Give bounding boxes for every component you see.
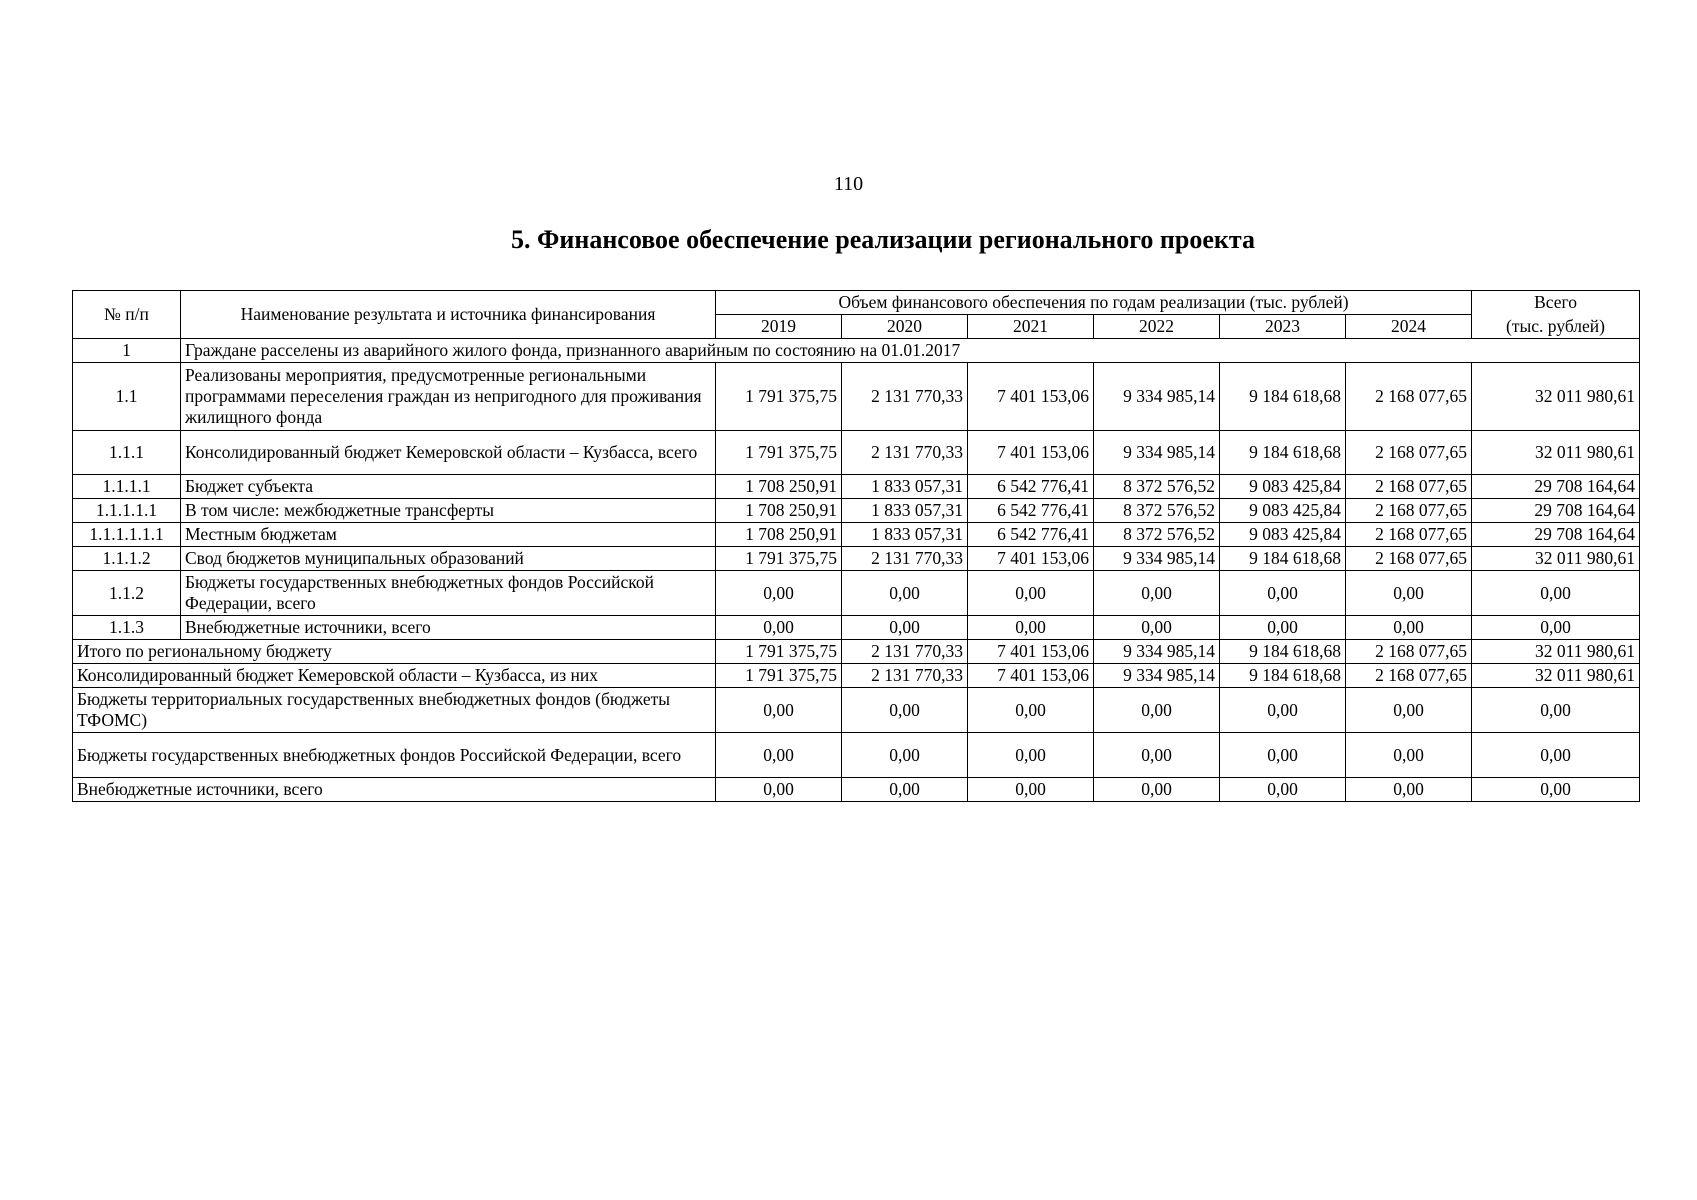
table-row bbox=[73, 431, 1640, 475]
row-code: 1 bbox=[73, 339, 181, 363]
summary-value: 0,00 bbox=[1346, 778, 1472, 802]
summary-value: 0,00 bbox=[842, 778, 968, 802]
row-code: 1.1.1.1 bbox=[73, 475, 181, 499]
row-value: 9 334 985,14 bbox=[1094, 547, 1220, 571]
summary-value: 0,00 bbox=[1094, 778, 1220, 802]
summary-value: 0,00 bbox=[1346, 688, 1472, 733]
table-row bbox=[73, 475, 1640, 499]
header-total-line2: (тыс. рублей) bbox=[1472, 315, 1640, 339]
row-value: 1 708 250,91 bbox=[716, 499, 842, 523]
summary-value: 0,00 bbox=[1346, 733, 1472, 778]
row-code: 1.1.2 bbox=[73, 571, 181, 616]
row-value: 1 791 375,75 bbox=[716, 363, 842, 431]
summary-value: 0,00 bbox=[1220, 733, 1346, 778]
row-value: 0,00 bbox=[1094, 616, 1220, 640]
row-name: Реализованы мероприятия, предусмотренные региональными программами переселения граждан из непригодного для проживания жилищного фонда bbox=[181, 363, 716, 431]
table-row bbox=[73, 547, 1640, 571]
summary-value: 7 401 153,06 bbox=[968, 640, 1094, 664]
summary-name: Консолидированный бюджет Кемеровской области – Кузбасса, из них bbox=[73, 664, 716, 688]
row-value: 7 401 153,06 bbox=[968, 431, 1094, 475]
row-value: 9 184 618,68 bbox=[1220, 431, 1346, 475]
header-year: 2020 bbox=[842, 315, 968, 339]
row-value: 8 372 576,52 bbox=[1094, 523, 1220, 547]
row-value: 0,00 bbox=[968, 571, 1094, 616]
row-value: 2 168 077,65 bbox=[1346, 499, 1472, 523]
page-number: 110 bbox=[833, 173, 864, 195]
summary-value: 7 401 153,06 bbox=[968, 664, 1094, 688]
summary-value: 0,00 bbox=[716, 778, 842, 802]
row-total: 0,00 bbox=[1472, 616, 1640, 640]
row-value: 0,00 bbox=[968, 616, 1094, 640]
summary-value: 0,00 bbox=[968, 733, 1094, 778]
row-value: 1 833 057,31 bbox=[842, 523, 968, 547]
header-year: 2021 bbox=[968, 315, 1094, 339]
row-value: 1 791 375,75 bbox=[716, 547, 842, 571]
header-volume-group: Объем финансового обеспечения по годам реализации (тыс. рублей) bbox=[716, 291, 1472, 315]
summary-value: 2 131 770,33 bbox=[842, 640, 968, 664]
row-value: 2 131 770,33 bbox=[842, 431, 968, 475]
row-value: 2 168 077,65 bbox=[1346, 363, 1472, 431]
row-total: 29 708 164,64 bbox=[1472, 499, 1640, 523]
summary-total: 0,00 bbox=[1472, 688, 1640, 733]
row-total: 32 011 980,61 bbox=[1472, 547, 1640, 571]
row-value: 2 168 077,65 bbox=[1346, 523, 1472, 547]
row-value: 2 131 770,33 bbox=[842, 547, 968, 571]
row-value: 0,00 bbox=[1094, 571, 1220, 616]
row-total: 0,00 bbox=[1472, 571, 1640, 616]
row-value: 9 184 618,68 bbox=[1220, 547, 1346, 571]
summary-name: Бюджеты государственных внебюджетных фондов Российской Федерации, всего bbox=[73, 733, 716, 778]
summary-value: 0,00 bbox=[1094, 688, 1220, 733]
summary-value: 0,00 bbox=[842, 688, 968, 733]
row-value: 7 401 153,06 bbox=[968, 547, 1094, 571]
summary-value: 2 168 077,65 bbox=[1346, 640, 1472, 664]
row-value: 0,00 bbox=[1220, 571, 1346, 616]
row-value: 9 083 425,84 bbox=[1220, 523, 1346, 547]
row-value: 1 791 375,75 bbox=[716, 431, 842, 475]
section-row bbox=[73, 339, 1640, 363]
row-value: 0,00 bbox=[716, 616, 842, 640]
summary-value: 9 334 985,14 bbox=[1094, 664, 1220, 688]
header-total-line1: Всего bbox=[1472, 291, 1640, 315]
summary-total: 32 011 980,61 bbox=[1472, 640, 1640, 664]
row-name: Бюджет субъекта bbox=[181, 475, 716, 499]
row-value: 0,00 bbox=[1346, 571, 1472, 616]
row-value: 1 708 250,91 bbox=[716, 523, 842, 547]
header-name: Наименование результата и источника финансирования bbox=[181, 291, 716, 339]
row-code: 1.1 bbox=[73, 363, 181, 431]
row-value: 2 131 770,33 bbox=[842, 363, 968, 431]
row-code: 1.1.1.1.1.1 bbox=[73, 523, 181, 547]
row-value: 6 542 776,41 bbox=[968, 523, 1094, 547]
header-year: 2023 bbox=[1220, 315, 1346, 339]
row-name: В том числе: межбюджетные трансферты bbox=[181, 499, 716, 523]
section-title: 5. Финансовое обеспечение реализации регионального проекта bbox=[511, 225, 1255, 254]
row-value: 0,00 bbox=[842, 616, 968, 640]
financing-table bbox=[72, 290, 1640, 802]
table-row bbox=[73, 571, 1640, 616]
row-name: Внебюджетные источники, всего bbox=[181, 616, 716, 640]
row-total: 32 011 980,61 bbox=[1472, 363, 1640, 431]
row-code: 1.1.1 bbox=[73, 431, 181, 475]
summary-value: 0,00 bbox=[968, 778, 1094, 802]
table-row bbox=[73, 616, 1640, 640]
row-value: 9 083 425,84 bbox=[1220, 475, 1346, 499]
header-year: 2024 bbox=[1346, 315, 1472, 339]
row-name: Бюджеты государственных внебюджетных фондов Российской Федерации, всего bbox=[181, 571, 716, 616]
row-name: Местным бюджетам bbox=[181, 523, 716, 547]
summary-value: 0,00 bbox=[1220, 778, 1346, 802]
summary-value: 1 791 375,75 bbox=[716, 640, 842, 664]
summary-row bbox=[73, 664, 1640, 688]
row-value: 0,00 bbox=[716, 571, 842, 616]
row-value: 2 168 077,65 bbox=[1346, 475, 1472, 499]
row-total: 32 011 980,61 bbox=[1472, 431, 1640, 475]
header-year: 2022 bbox=[1094, 315, 1220, 339]
summary-value: 0,00 bbox=[716, 688, 842, 733]
summary-value: 9 184 618,68 bbox=[1220, 664, 1346, 688]
row-code: 1.1.1.1.1 bbox=[73, 499, 181, 523]
row-code: 1.1.1.2 bbox=[73, 547, 181, 571]
row-name: Консолидированный бюджет Кемеровской области – Кузбасса, всего bbox=[181, 431, 716, 475]
row-value: 9 184 618,68 bbox=[1220, 363, 1346, 431]
summary-total: 32 011 980,61 bbox=[1472, 664, 1640, 688]
row-code: 1.1.3 bbox=[73, 616, 181, 640]
row-value: 0,00 bbox=[1346, 616, 1472, 640]
summary-name: Внебюджетные источники, всего bbox=[73, 778, 716, 802]
row-value: 9 334 985,14 bbox=[1094, 363, 1220, 431]
row-value: 1 708 250,91 bbox=[716, 475, 842, 499]
summary-name: Итого по региональному бюджету bbox=[73, 640, 716, 664]
summary-value: 9 334 985,14 bbox=[1094, 640, 1220, 664]
summary-value: 9 184 618,68 bbox=[1220, 640, 1346, 664]
row-value: 6 542 776,41 bbox=[968, 499, 1094, 523]
table-row bbox=[73, 363, 1640, 431]
summary-value: 0,00 bbox=[1094, 733, 1220, 778]
row-value: 8 372 576,52 bbox=[1094, 499, 1220, 523]
summary-value: 0,00 bbox=[842, 733, 968, 778]
summary-total: 0,00 bbox=[1472, 778, 1640, 802]
row-value: 1 833 057,31 bbox=[842, 499, 968, 523]
row-total: 29 708 164,64 bbox=[1472, 475, 1640, 499]
summary-row bbox=[73, 778, 1640, 802]
row-value: 0,00 bbox=[842, 571, 968, 616]
row-value: 7 401 153,06 bbox=[968, 363, 1094, 431]
summary-value: 2 131 770,33 bbox=[842, 664, 968, 688]
summary-row bbox=[73, 640, 1640, 664]
summary-row bbox=[73, 688, 1640, 733]
table-row bbox=[73, 523, 1640, 547]
summary-value: 1 791 375,75 bbox=[716, 664, 842, 688]
row-value: 0,00 bbox=[1220, 616, 1346, 640]
row-value: 1 833 057,31 bbox=[842, 475, 968, 499]
row-name: Свод бюджетов муниципальных образований bbox=[181, 547, 716, 571]
summary-value: 0,00 bbox=[1220, 688, 1346, 733]
row-value: 2 168 077,65 bbox=[1346, 431, 1472, 475]
row-total: 29 708 164,64 bbox=[1472, 523, 1640, 547]
summary-name: Бюджеты территориальных государственных внебюджетных фондов (бюджеты ТФОМС) bbox=[73, 688, 716, 733]
row-value: 9 083 425,84 bbox=[1220, 499, 1346, 523]
row-value: 2 168 077,65 bbox=[1346, 547, 1472, 571]
summary-value: 0,00 bbox=[968, 688, 1094, 733]
section-row-text: Граждане расселены из аварийного жилого фонда, признанного аварийным по состоянию на 01.01.2017 bbox=[181, 339, 1640, 363]
header-year: 2019 bbox=[716, 315, 842, 339]
summary-row bbox=[73, 733, 1640, 778]
summary-value: 0,00 bbox=[716, 733, 842, 778]
summary-total: 0,00 bbox=[1472, 733, 1640, 778]
row-value: 9 334 985,14 bbox=[1094, 431, 1220, 475]
header-number: № п/п bbox=[73, 291, 181, 339]
row-value: 8 372 576,52 bbox=[1094, 475, 1220, 499]
row-value: 6 542 776,41 bbox=[968, 475, 1094, 499]
summary-value: 2 168 077,65 bbox=[1346, 664, 1472, 688]
table-row bbox=[73, 499, 1640, 523]
